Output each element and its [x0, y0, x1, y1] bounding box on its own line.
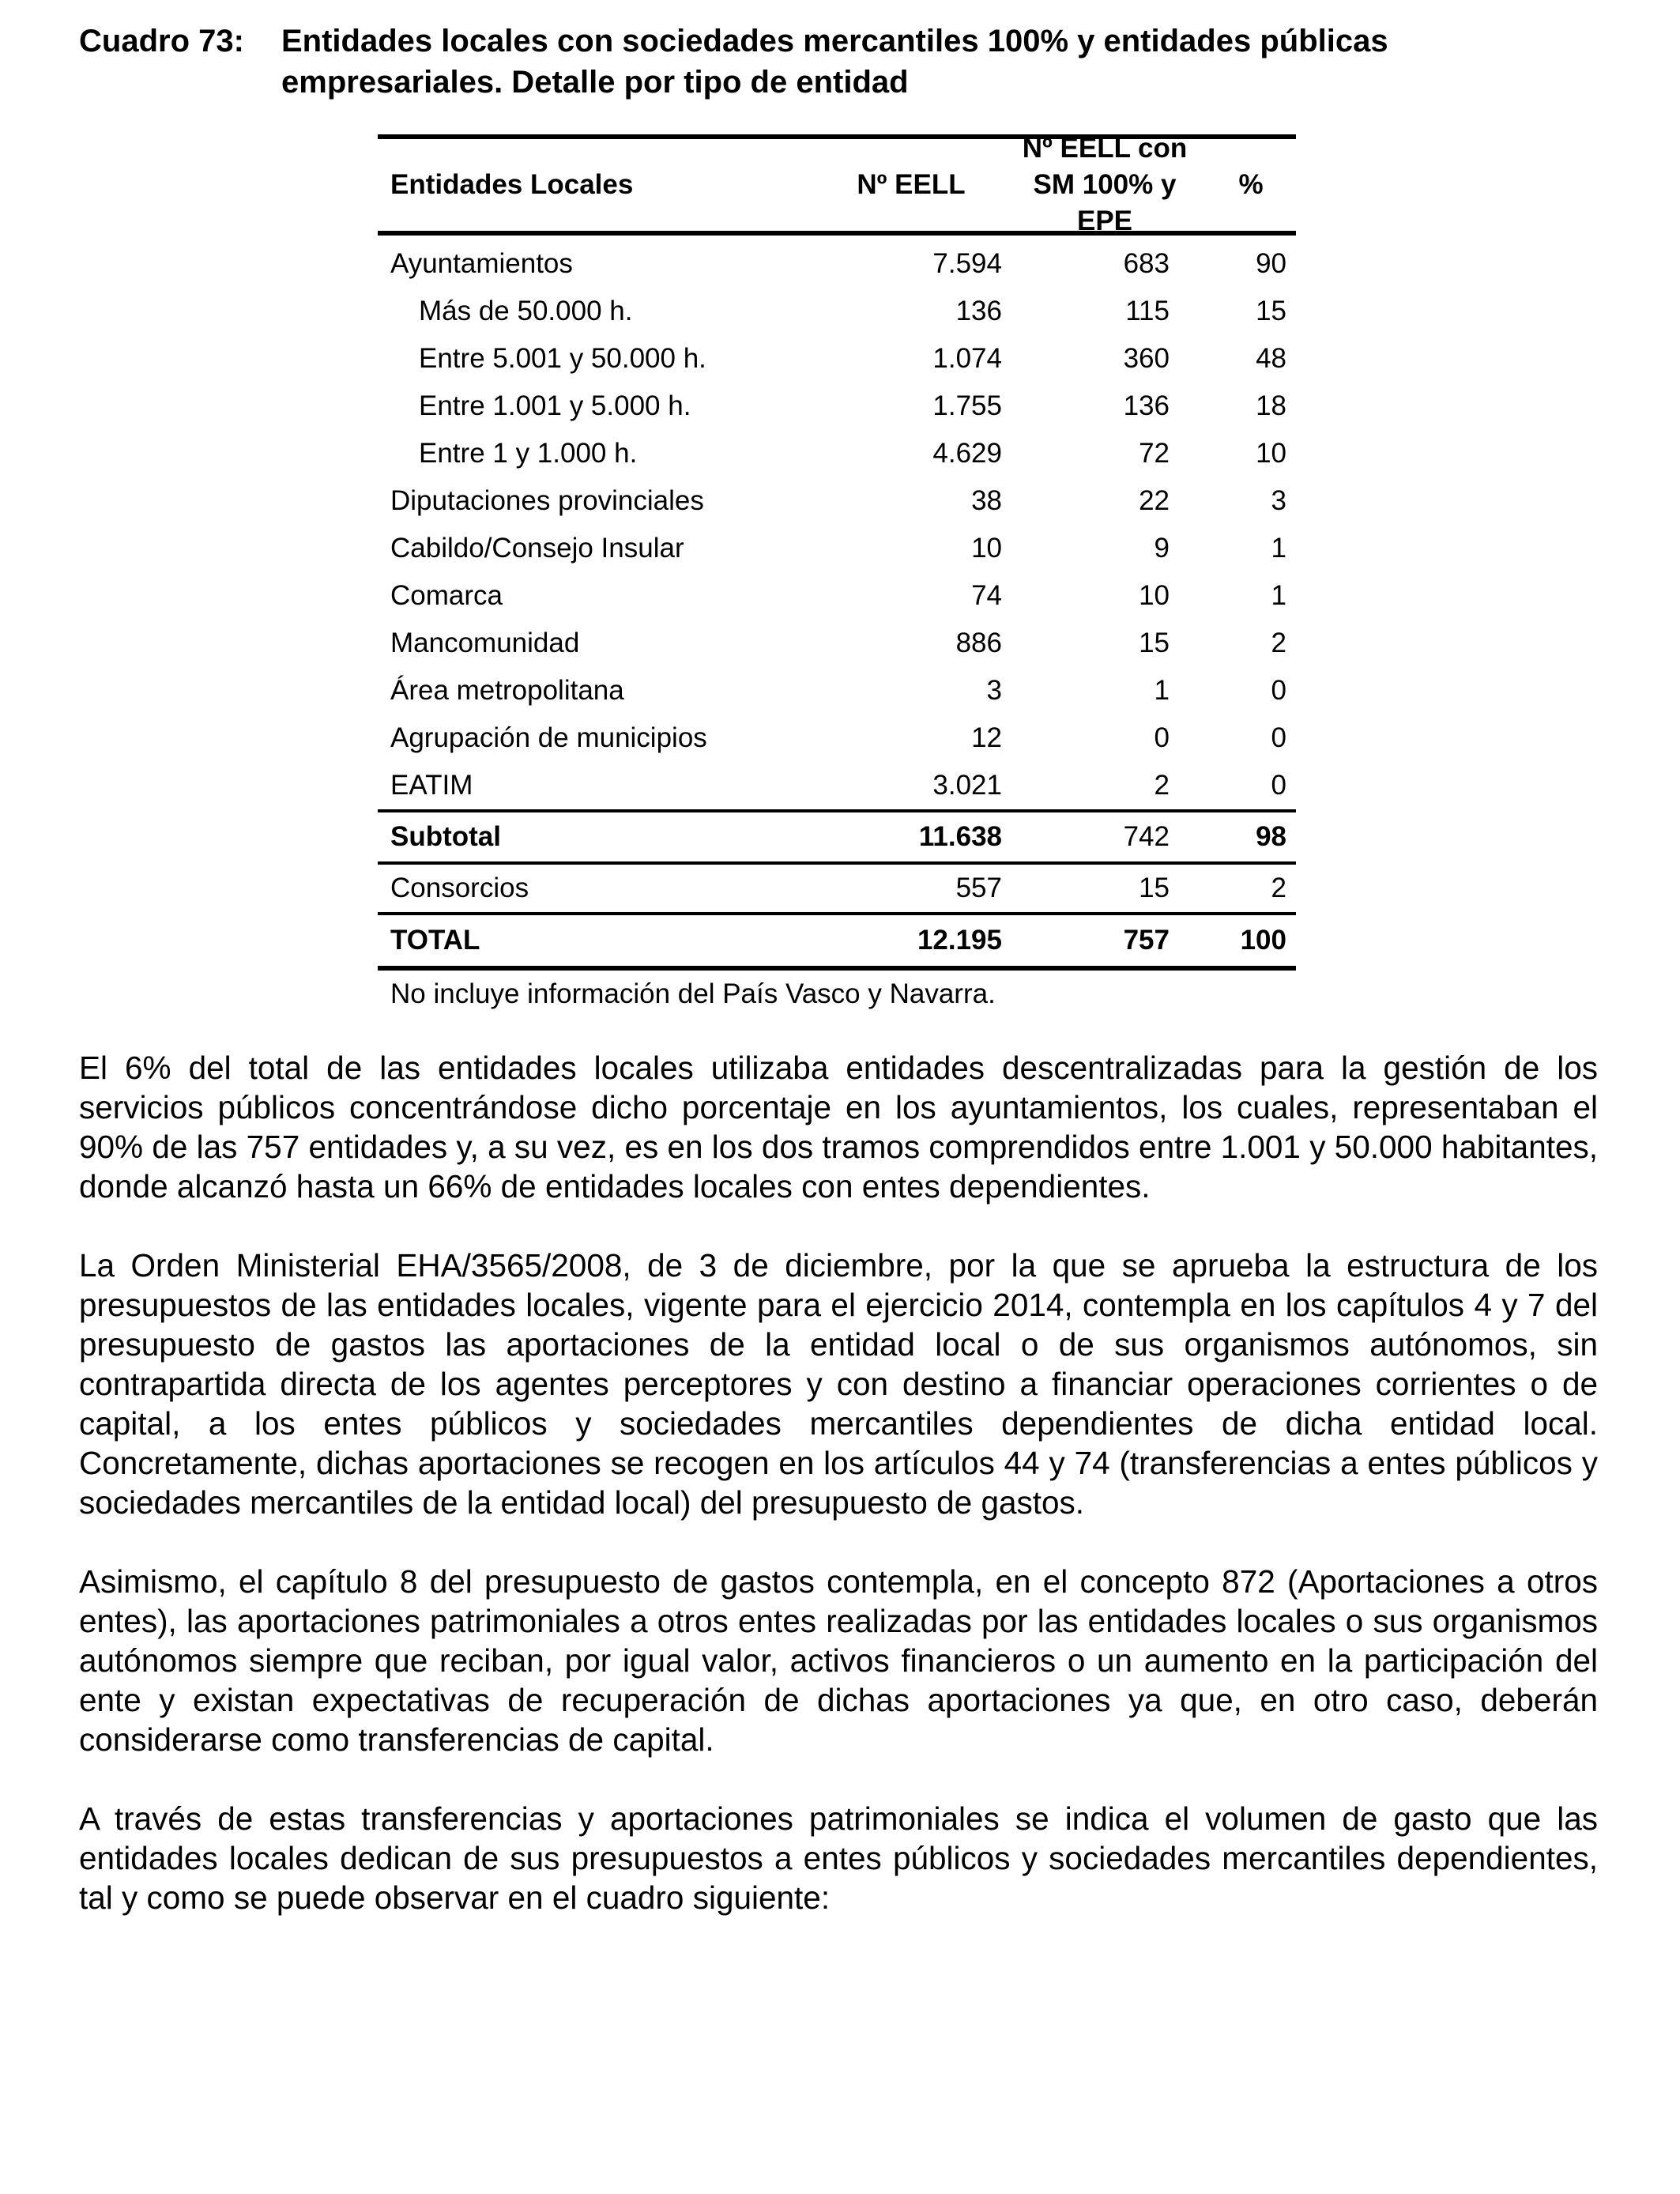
row-label: Cabildo/Consejo Insular: [390, 533, 684, 564]
paragraph: A través de estas transferencias y aportaciones patrimoniales se indica el volumen de gasto que las entidades locales dedican de sus presupuestos a entes públicos y sociedades mercantiles dependientes, tal y como se puede observar en el cuadro siguiente:: [79, 1800, 1598, 1916]
caption-label: Cuadro 73:: [79, 24, 244, 58]
row-eell: 10: [971, 533, 1002, 564]
consorcios-eell: 557: [955, 873, 1002, 903]
row-pct: 0: [1271, 722, 1286, 753]
row-sm: 9: [1154, 533, 1170, 564]
row-label: Más de 50.000 h.: [419, 296, 633, 326]
total-row: [378, 912, 1296, 971]
row-sm: 0: [1154, 722, 1170, 753]
paragraph: Asimismo, el capítulo 8 del presupuesto de gastos contempla, en el concepto 872 (Aportaciones a otros entes), las aportaciones patrimoniales a otros entes realizadas por las entidades locales o sus organismos autónomos siempre que reciban, por igual valor, activos financieros o un aumento en la participación del ente y existan expectativas de recuperación de dichas aportaciones ya que, en otro caso, deberán considerarse como transferencias de capital.: [79, 1563, 1598, 1758]
header-num-eell-sm: Nº EELL con SM 100% y EPE: [1022, 133, 1188, 236]
row-sm: 22: [1139, 485, 1170, 516]
row-eell: 3.021: [932, 770, 1002, 801]
row-eell: 12: [971, 722, 1002, 753]
table-row: [378, 477, 1296, 525]
row-pct: 2: [1271, 628, 1286, 658]
row-eell: 1.074: [932, 343, 1002, 374]
row-eell: 3: [986, 675, 1002, 706]
total-label: TOTAL: [390, 925, 480, 956]
row-pct: 1: [1271, 533, 1286, 564]
row-label: Comarca: [390, 580, 503, 611]
row-label: Agrupación de municipios: [390, 722, 707, 753]
header-num-eell: Nº EELL: [857, 169, 966, 200]
row-sm: 10: [1139, 580, 1170, 611]
table-row: [378, 430, 1296, 477]
table-row: [378, 383, 1296, 430]
table-row: [378, 762, 1296, 809]
subtotal-label: Subtotal: [390, 821, 501, 852]
consorcios-pct: 2: [1271, 873, 1286, 903]
table-row: [378, 667, 1296, 714]
row-sm: 72: [1139, 438, 1170, 469]
row-eell: 886: [955, 628, 1002, 658]
consorcios-label: Consorcios: [390, 873, 529, 903]
row-pct: 18: [1256, 390, 1286, 421]
row-eell: 38: [971, 485, 1002, 516]
row-sm: 360: [1123, 343, 1170, 374]
row-eell: 7.594: [932, 248, 1002, 279]
row-pct: 3: [1271, 485, 1286, 516]
total-pct: 100: [1240, 925, 1286, 956]
consorcios-sm: 15: [1139, 873, 1170, 903]
paragraph: La Orden Ministerial EHA/3565/2008, de 3 de diciembre, por la que se aprueba la estructura de los presupuestos de las entidades locales, vigente para el ejercicio 2014, contempla en los capítulos 4 y 7 del presupuesto de gastos las aportaciones de la entidad local o de sus organismos autónomos, sin contrapartida directa de los agentes perceptores y con destino a financiar operaciones corrientes o de capital, a los entes públicos y sociedades mercantiles dependientes de dicha entidad local. Concretamente, dichas aportaciones se recogen en los artículos 44 y 74 (transferencias a entes públicos y sociedades mercantiles de la entidad local) del presupuesto de gastos.: [79, 1247, 1598, 1521]
row-label: Entre 5.001 y 50.000 h.: [419, 343, 706, 374]
row-sm: 136: [1123, 390, 1170, 421]
table-row: [378, 714, 1296, 762]
row-pct: 0: [1271, 675, 1286, 706]
table-header-row: [378, 134, 1296, 236]
row-pct: 15: [1256, 296, 1286, 326]
total-eell: 12.195: [917, 925, 1002, 956]
row-sm: 115: [1125, 296, 1170, 326]
row-label: Entre 1 y 1.000 h.: [419, 438, 638, 469]
subtotal-eell: 11.638: [918, 821, 1002, 852]
row-pct: 10: [1256, 438, 1286, 469]
table-row: [378, 335, 1296, 383]
row-label: Diputaciones provinciales: [390, 485, 704, 516]
row-label: Ayuntamientos: [390, 248, 573, 279]
table-row: [378, 240, 1296, 288]
table-row: [378, 620, 1296, 667]
subtotal-row: [378, 809, 1296, 865]
row-label: Área metropolitana: [390, 675, 624, 706]
subtotal-pct: 98: [1256, 821, 1286, 852]
row-label: Entre 1.001 y 5.000 h.: [419, 390, 691, 421]
header-pct: %: [1238, 169, 1264, 200]
row-label: Mancomunidad: [390, 628, 580, 658]
header-entidades: Entidades Locales: [390, 169, 634, 200]
row-pct: 0: [1271, 770, 1286, 801]
row-eell: 4.629: [932, 438, 1002, 469]
subtotal-sm: 742: [1123, 821, 1170, 852]
row-label: EATIM: [390, 770, 473, 801]
table-row: [378, 572, 1296, 620]
total-sm: 757: [1123, 925, 1170, 956]
table-note: No incluye información del País Vasco y Navarra.: [390, 978, 996, 1009]
caption-text: Entidades locales con sociedades mercantiles 100% y entidades públicas empresariales. Detalle por tipo de entidad: [281, 24, 1388, 100]
table-row: [378, 288, 1296, 335]
row-sm: 15: [1139, 628, 1170, 658]
row-sm: 683: [1123, 248, 1170, 279]
entities-table: [378, 134, 1296, 1010]
row-sm: 2: [1154, 770, 1170, 801]
row-eell: 74: [971, 580, 1002, 611]
row-pct: 90: [1256, 248, 1286, 279]
paragraph: El 6% del total de las entidades locales utilizaba entidades descentralizadas para la gestión de los servicios públicos concentrándose dicho porcentaje en los ayuntamientos, los cuales, representaban el 90% de las 757 entidades y, a su vez, es en los dos tramos comprendidos entre 1.001 y 50.000 habitantes, donde alcanzó hasta un 66% de entidades locales con entes dependientes.: [79, 1050, 1598, 1204]
table-row: [378, 525, 1296, 572]
row-sm: 1: [1154, 675, 1170, 706]
row-eell: 136: [955, 296, 1002, 326]
body-text: [79, 1048, 1598, 1957]
row-pct: 48: [1256, 343, 1286, 374]
row-pct: 1: [1271, 580, 1286, 611]
row-eell: 1.755: [932, 390, 1002, 421]
consorcios-row: [378, 865, 1296, 912]
